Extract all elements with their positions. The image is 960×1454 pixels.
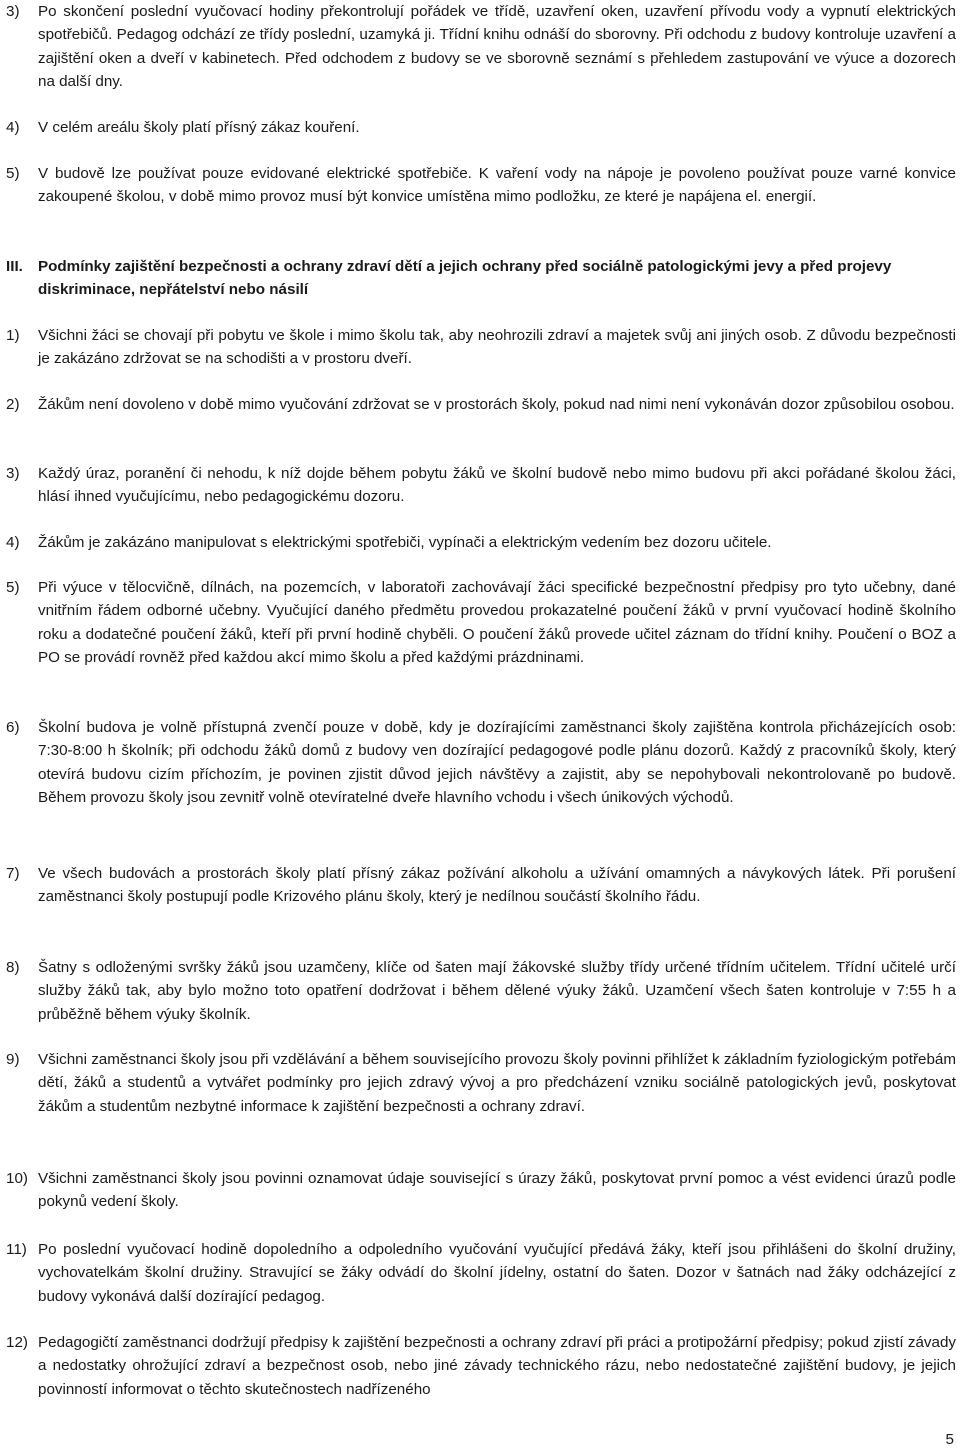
item-number: 2) <box>6 396 20 413</box>
item-text: Všichni žáci se chovají při pobytu ve škole i mimo školu tak, aby neohrozili zdraví a majetek svůj ani jiných osob. Z důvodu bezpečnosti je zakázáno zdržovat se na schodišti a v prostoru dveří. <box>38 327 956 368</box>
item-text: Všichni zaměstnanci školy jsou povinni oznamovat údaje související s úrazy žáků, poskytovat první pomoc a vést evidenci úrazů podle pokynů vedení školy. <box>38 1170 956 1211</box>
item-text: Ve všech budovách a prostorách školy platí přísný zákaz požívání alkoholu a užívání omamných a návykových látek. Při porušení zaměstnanci školy postupují podle Krizového plánu školy, který je nedílnou součástí školního řádu. <box>38 865 956 906</box>
item-number: 3) <box>6 3 20 20</box>
item-text: V budově lze používat pouze evidované elektrické spotřebiče. K vaření vody na nápoje je povoleno používat pouze varné konvice zakoupené školou, v době mimo provoz musí být konvice umístěna mimo podložku, ze které je napájena el. energií. <box>38 165 956 206</box>
list-item <box>6 393 956 416</box>
item-number: 11) <box>6 1241 27 1258</box>
page-number: 5 <box>945 1431 954 1448</box>
item-text: Šatny s odloženými svršky žáků jsou uzamčeny, klíče od šaten mají žákovské služby třídy určené třídním učitelem. Třídní učitelé určí služby žáků tak, aby bylo možno toto opatření dodržovat i během dělené výuky žáků. Uzamčení všech šaten kontroluje v 7:55 h a průběžně během výuky školník. <box>38 959 956 1023</box>
item-text: Po skončení poslední vyučovací hodiny překontrolují pořádek ve třídě, uzavření oken, uzavření přívodu vody a vypnutí elektrických spotřebičů. Pedagog odchází ze třídy poslední, uzamyká ji. Třídní knihu odnáší do sborovny. Při odchodu z budovy kontroluje uzavření a zajištění oken a dveří v kabinetech. Před odchodem z budovy se ve sborovně seznámí s přehledem zastupování ve výuce a dozorech na další dny. <box>38 3 956 91</box>
list-item <box>6 324 956 371</box>
item-text: Školní budova je volně přístupná zvenčí pouze v době, kdy je dozírajícími zaměstnanci školy zajištěna kontrola přicházejících osob: 7:30-8:00 h školník; při odchodu žáků domů z budovy ven dozírající pedagogové podle plánu dozorů. Každý z pracovníků školy, který otevírá budovu cizím příchozím, je povinen zjistit důvod jejich návštěvy a zajistit, aby se nepohybovali nekontrolovaně po budově. Během provozu školy jsou zevnitř volně otevíratelné dveře hlavního vchodu i všech únikových východů. <box>38 719 956 807</box>
item-number: 6) <box>6 719 20 736</box>
list-item <box>6 862 956 909</box>
item-text: Pedagogičtí zaměstnanci dodržují předpisy k zajištění bezpečnosti a ochrany zdraví při práci a protipožární předpisy; pokud zjistí závady a nedostatky ohrožující zdraví a bezpečnost osob, nebo jiné závady technického rázu, nebo nedostatečné zajištění budovy, je jejich povinností informovat o těchto skutečnostech nadřízeného <box>38 1334 956 1398</box>
list-item <box>6 0 956 94</box>
item-number: 5) <box>6 579 20 596</box>
list-item <box>6 531 956 554</box>
list-item <box>6 1331 956 1401</box>
item-number: 4) <box>6 119 20 136</box>
list-item <box>6 116 956 139</box>
list-item <box>6 716 956 810</box>
item-number: 12) <box>6 1334 28 1351</box>
list-item <box>6 1238 956 1308</box>
item-text: Při výuce v tělocvičně, dílnách, na pozemcích, v laboratoři zachovávají žáci specifické bezpečnostní předpisy pro tyto učebny, dané vnitřním řádem odborné učebny. Vyučující daného předmětu provedou prokazatelné poučení žáků v první vyučovací hodině školního roku a dodatečné poučení žáků, kteří při první hodině chyběli. O poučení žáků provede učitel záznam do třídní knihy. Poučení o BOZ a PO se provádí rovněž před každou akcí mimo školu a před každými prázdninami. <box>38 579 956 667</box>
item-text: Žákům je zakázáno manipulovat s elektrickými spotřebiči, vypínači a elektrickým vedením bez dozoru učitele. <box>38 534 772 551</box>
item-text: Každý úraz, poranění či nehodu, k níž dojde během pobytu žáků ve školní budově nebo mimo budovu při akci pořádané školou žáci, hlásí ihned vyučujícímu, nebo pedagogickému dozoru. <box>38 465 956 506</box>
list-item <box>6 1048 956 1118</box>
section-numeral: III. <box>6 258 23 275</box>
item-text: Všichni zaměstnanci školy jsou při vzdělávání a během souvisejícího provozu školy povinni přihlížet k základním fyziologickým potřebám dětí, žáků a studentů a vytvářet podmínky pro jejich zdravý vývoj a pro předcházení vzniku sociálně patologických jevů, poskytovat žákům a studentům nezbytné informace k zajištění bezpečnosti a ochrany zdraví. <box>38 1051 956 1115</box>
section-title: Podmínky zajištění bezpečnosti a ochrany zdraví dětí a jejich ochrany před sociálně patologickými jevy a před projevy diskriminace, nepřátelství nebo násilí <box>38 258 892 299</box>
item-number: 8) <box>6 959 20 976</box>
item-text: Po poslední vyučovací hodině dopoledního a odpoledního vyučování vyučující předává žáky, kteří jsou přihlášeni do školní družiny, vychovatelkám školní družiny. Stravující se žáky odvádí do školní jídelny, ostatní do šaten. Dozor v šatnách nad žáky odcházející z budovy vykonává další dozírající pedagog. <box>38 1241 956 1305</box>
item-text: V celém areálu školy platí přísný zákaz kouření. <box>38 119 360 136</box>
item-number: 5) <box>6 165 20 182</box>
list-item <box>6 956 956 1026</box>
item-number: 9) <box>6 1051 20 1068</box>
item-number: 4) <box>6 534 20 551</box>
list-item <box>6 162 956 209</box>
list-item <box>6 1167 956 1214</box>
item-number: 10) <box>6 1170 28 1187</box>
item-number: 1) <box>6 327 20 344</box>
list-item <box>6 576 956 670</box>
section-heading <box>6 255 956 302</box>
item-number: 3) <box>6 465 20 482</box>
item-text: Žákům není dovoleno v době mimo vyučování zdržovat se v prostorách školy, pokud nad nimi není vykonáván dozor způsobilou osobou. <box>38 396 955 413</box>
item-number: 7) <box>6 865 20 882</box>
list-item <box>6 462 956 509</box>
